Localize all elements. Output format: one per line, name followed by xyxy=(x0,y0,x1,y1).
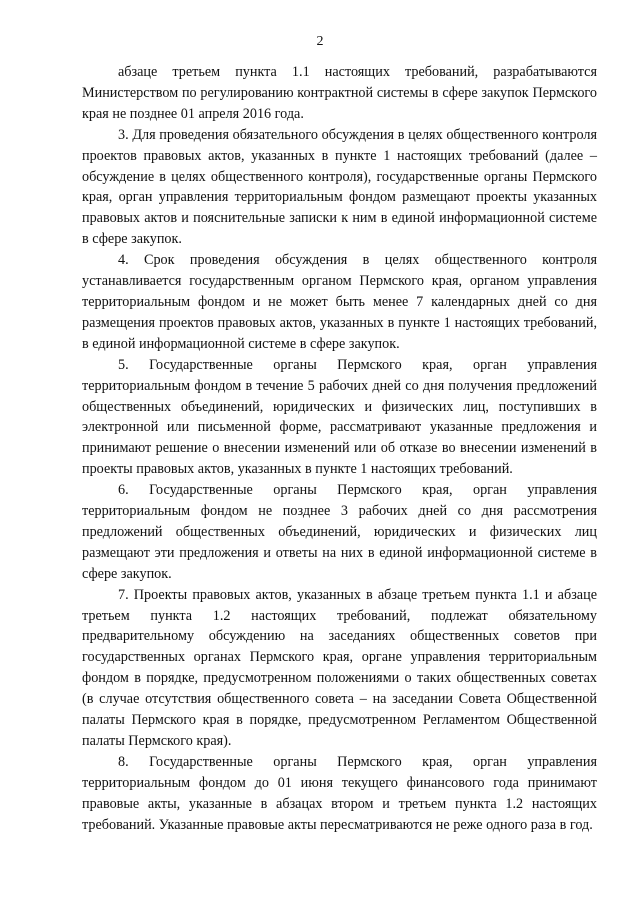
paragraph-continuation: абзаце третьем пункта 1.1 настоящих требований, разрабатываются Министерством по регулированию контрактной системы в сфере закупок Пермского края не позднее 01 апреля 2016 года. xyxy=(82,64,597,122)
paragraph-item-6: 6. Государственные органы Пермского края, орган управления территориальным фондом не позднее 3 рабочих дней со дня рассмотрения предложений общественных объединений, юридических и физических лиц размещают эти предложения и ответы на них в единой информационной системе в сфере закупок. xyxy=(82,482,597,582)
paragraph-item-4: 4. Срок проведения обсуждения в целях общественного контроля устанавливается государственным органом Пермского края, органом управления территориальным фондом и не может быть менее 7 календарных дней со дня размещения проектов правовых актов, указанных в пункте 1 настоящих требований, в единой информационной системе в сфере закупок. xyxy=(82,252,597,352)
document-body xyxy=(82,62,597,836)
paragraph-item-8: 8. Государственные органы Пермского края, орган управления территориальным фондом до 01 июня текущего финансового года принимают правовые акты, указанные в абзацах втором и третьем пункта 1.2 настоящих требований. Указанные правовые акты пересматриваются не реже одного раза в год. xyxy=(82,753,597,833)
paragraph-item-5: 5. Государственные органы Пермского края, орган управления территориальным фондом в течение 5 рабочих дней со дня получения предложений общественных объединений, юридических и физических лиц, поступивших в электронной или письменной форме, рассматривают указанные предложения и принимают решение о внесении изменений или об отказе во внесении изменений в проекты правовых актов, указанных в пункте 1 настоящих требований. xyxy=(82,356,597,478)
paragraph-item-7: 7. Проекты правовых актов, указанных в абзаце третьем пункта 1.1 и абзаце третьем пункта 1.2 настоящих требований, подлежат обязательному предварительному обсуждению на заседаниях общественных советов при государственных органах Пермского края, органе управления территориальным фондом в порядке, предусмотренном положениями о таких общественных советах (в случае отсутствия общественного совета – на заседании Совета Общественной палаты Пермского края в порядке, предусмотренном Регламентом Общественной палаты Пермского края). xyxy=(82,586,597,749)
page-number: 2 xyxy=(316,34,324,49)
paragraph-item-3: 3. Для проведения обязательного обсуждения в целях общественного контроля проектов правовых актов, указанных в пункте 1 настоящих требований (далее – обсуждение в целях общественного контроля), государственные органы Пермского края, орган управления территориальным фондом размещают проекты указанных правовых актов и пояснительные записки к ним в единой информационной системе в сфере закупок. xyxy=(82,126,597,248)
